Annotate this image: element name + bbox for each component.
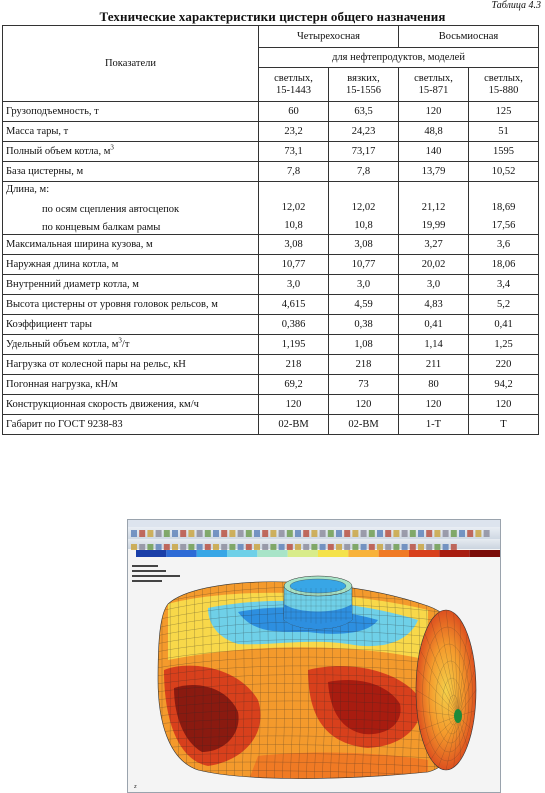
row-label-text: Нагрузка от колесной пары на рельс, кН — [6, 359, 186, 370]
cell-value: 4,59 — [329, 295, 399, 315]
table-number-label: Таблица 4.3 — [492, 0, 541, 11]
cell-value: 12,02 — [332, 202, 395, 214]
cell-value: 3,4 — [469, 275, 539, 295]
cell-value: 63,5 — [329, 102, 399, 122]
row-label — [3, 142, 259, 162]
row-label — [3, 315, 259, 335]
cell-value: 1,14 — [399, 335, 469, 355]
cell-value: 3,27 — [399, 235, 469, 255]
subgroup-header: для нефтепродуктов, моделей — [259, 48, 539, 68]
cell-value: 4,615 — [259, 295, 329, 315]
row-label — [3, 335, 259, 355]
cell-value: 73,1 — [259, 142, 329, 162]
cell-value: 10,8 — [332, 220, 395, 232]
cell-value: 1-Т — [399, 415, 469, 435]
row-label-text: Наружная длина котла, м — [6, 259, 118, 270]
cell-value: 19,99 — [402, 220, 465, 232]
cell-value: 3,0 — [329, 275, 399, 295]
cell-value: 10,77 — [329, 255, 399, 275]
cell-value: 60 — [259, 102, 329, 122]
model-code: 15-871 — [402, 85, 465, 97]
row-label — [3, 295, 259, 315]
table-row — [3, 235, 539, 255]
table-row — [3, 375, 539, 395]
model-header-2 — [329, 68, 399, 102]
row-label-text: Максимальная ширина кузова, м — [6, 239, 153, 250]
cell-value: 20,02 — [399, 255, 469, 275]
model-header-3 — [399, 68, 469, 102]
svg-text:z: z — [134, 784, 137, 790]
cell-value: 0,41 — [399, 315, 469, 335]
table-row — [3, 162, 539, 182]
row-label — [3, 102, 259, 122]
cell-value: 220 — [469, 355, 539, 375]
cell-value: 140 — [399, 142, 469, 162]
mesh-line — [156, 779, 474, 786]
model-code: 15-880 — [472, 85, 535, 97]
model-code: 15-1443 — [262, 85, 325, 97]
cell-value: 7,8 — [329, 162, 399, 182]
table-row — [3, 142, 539, 162]
table-row — [3, 122, 539, 142]
cell-value: 1,195 — [259, 335, 329, 355]
cell-value: 73,17 — [329, 142, 399, 162]
cell-value: 3,08 — [259, 235, 329, 255]
cell-value: 120 — [329, 395, 399, 415]
cell-value: 13,79 — [399, 162, 469, 182]
length-sub-beams: по концевым балкам рамы — [6, 222, 255, 234]
cell-value: 3,0 — [399, 275, 469, 295]
row-label — [3, 122, 259, 142]
row-label-text: Грузоподъемность, т — [6, 106, 99, 117]
cell-value: 218 — [259, 355, 329, 375]
model-header-1 — [259, 68, 329, 102]
table-row — [3, 335, 539, 355]
cell-value: 24,23 — [329, 122, 399, 142]
tank-stress-model — [128, 520, 500, 792]
row-label-text: База цистерны, м — [6, 166, 83, 177]
cell-value: 0,386 — [259, 315, 329, 335]
row-label-text: Масса тары, т — [6, 126, 68, 137]
cell-value: 3,08 — [329, 235, 399, 255]
row-label-text: Полный объем котла, м — [6, 146, 110, 157]
cell-value: 10,52 — [469, 162, 539, 182]
four-axle-header: Четырехосная — [259, 26, 399, 48]
cell-value: 21,12 — [402, 202, 465, 214]
cell-value: 10,8 — [262, 220, 325, 232]
cell-value: Т — [469, 415, 539, 435]
cell-value: 02-ВМ — [259, 415, 329, 435]
table-row — [3, 415, 539, 435]
row-label — [3, 395, 259, 415]
model-header-4 — [469, 68, 539, 102]
row-label-text: Коэффициент тары — [6, 319, 92, 330]
model-kind: вязких, — [332, 73, 395, 85]
table-row-length — [3, 182, 539, 235]
cell-value: 218 — [329, 355, 399, 375]
table-row — [3, 395, 539, 415]
cell-value: 18,69 — [472, 202, 535, 214]
row-label — [3, 375, 259, 395]
cell-value: 48,8 — [399, 122, 469, 142]
table-row — [3, 102, 539, 122]
model-kind: светлых, — [472, 73, 535, 85]
cell-value: 17,56 — [472, 220, 535, 232]
row-label-text: Габарит по ГОСТ 9238-83 — [6, 419, 123, 430]
cell-value: 1,08 — [329, 335, 399, 355]
cell-value: 94,2 — [469, 375, 539, 395]
length-sub-coupling: по осям сцепления автосцепок — [6, 204, 255, 216]
cell-value-pair — [259, 182, 329, 235]
cell-value: 4,83 — [399, 295, 469, 315]
cell-value-pair — [399, 182, 469, 235]
row-label-text: Удельный объем котла, м — [6, 339, 118, 350]
fea-stress-screenshot — [127, 519, 501, 793]
cell-value: 10,77 — [259, 255, 329, 275]
length-label: Длина, м: — [6, 184, 255, 196]
cell-value: 7,8 — [259, 162, 329, 182]
table-row — [3, 315, 539, 335]
model-code: 15-1556 — [332, 85, 395, 97]
cell-value: 120 — [259, 395, 329, 415]
tank-dome — [284, 576, 352, 629]
eight-axle-header: Восьмиосная — [399, 26, 539, 48]
row-label — [3, 182, 259, 235]
cell-value: 0,38 — [329, 315, 399, 335]
specs-table — [2, 25, 539, 435]
cell-value: 18,06 — [469, 255, 539, 275]
model-kind: светлых, — [402, 73, 465, 85]
cell-value: 120 — [469, 395, 539, 415]
row-label — [3, 235, 259, 255]
row-label — [3, 255, 259, 275]
cell-value: 0,41 — [469, 315, 539, 335]
cell-value: 23,2 — [259, 122, 329, 142]
cell-value: 51 — [469, 122, 539, 142]
row-label — [3, 415, 259, 435]
cell-value: 3,0 — [259, 275, 329, 295]
row-label-text: Конструкционная скорость движения, км/ч — [6, 399, 199, 410]
cell-value: 3,6 — [469, 235, 539, 255]
cell-value: 125 — [469, 102, 539, 122]
model-kind: светлых, — [262, 73, 325, 85]
cell-value: 120 — [399, 395, 469, 415]
cell-value: 1,25 — [469, 335, 539, 355]
unit-superscript: 3 — [118, 336, 122, 344]
row-label-text: Высота цистерны от уровня головок рельсов, м — [6, 299, 218, 310]
cell-value: 5,2 — [469, 295, 539, 315]
cell-value: 80 — [399, 375, 469, 395]
unit-superscript: 3 — [110, 143, 114, 151]
unit-tail: /т — [122, 339, 130, 350]
row-label — [3, 355, 259, 375]
table-row — [3, 295, 539, 315]
row-label — [3, 162, 259, 182]
cell-value-pair — [329, 182, 399, 235]
cell-value: 69,2 — [259, 375, 329, 395]
cell-value: 02-ВМ — [329, 415, 399, 435]
cell-value: 73 — [329, 375, 399, 395]
row-label-text: Внутренний диаметр котла, м — [6, 279, 139, 290]
param-column-header: Показатели — [3, 26, 259, 102]
row-label — [3, 275, 259, 295]
cell-value-pair — [469, 182, 539, 235]
table-row — [3, 355, 539, 375]
cell-value: 1595 — [469, 142, 539, 162]
row-label-text: Погонная нагрузка, кН/м — [6, 379, 118, 390]
cell-value: 12,02 — [262, 202, 325, 214]
table-row — [3, 275, 539, 295]
table-row — [3, 255, 539, 275]
end-cap-weld — [454, 709, 462, 723]
cell-value: 120 — [399, 102, 469, 122]
page-title: Технические характеристики цистерн общего назначения — [0, 9, 545, 25]
cell-value: 211 — [399, 355, 469, 375]
